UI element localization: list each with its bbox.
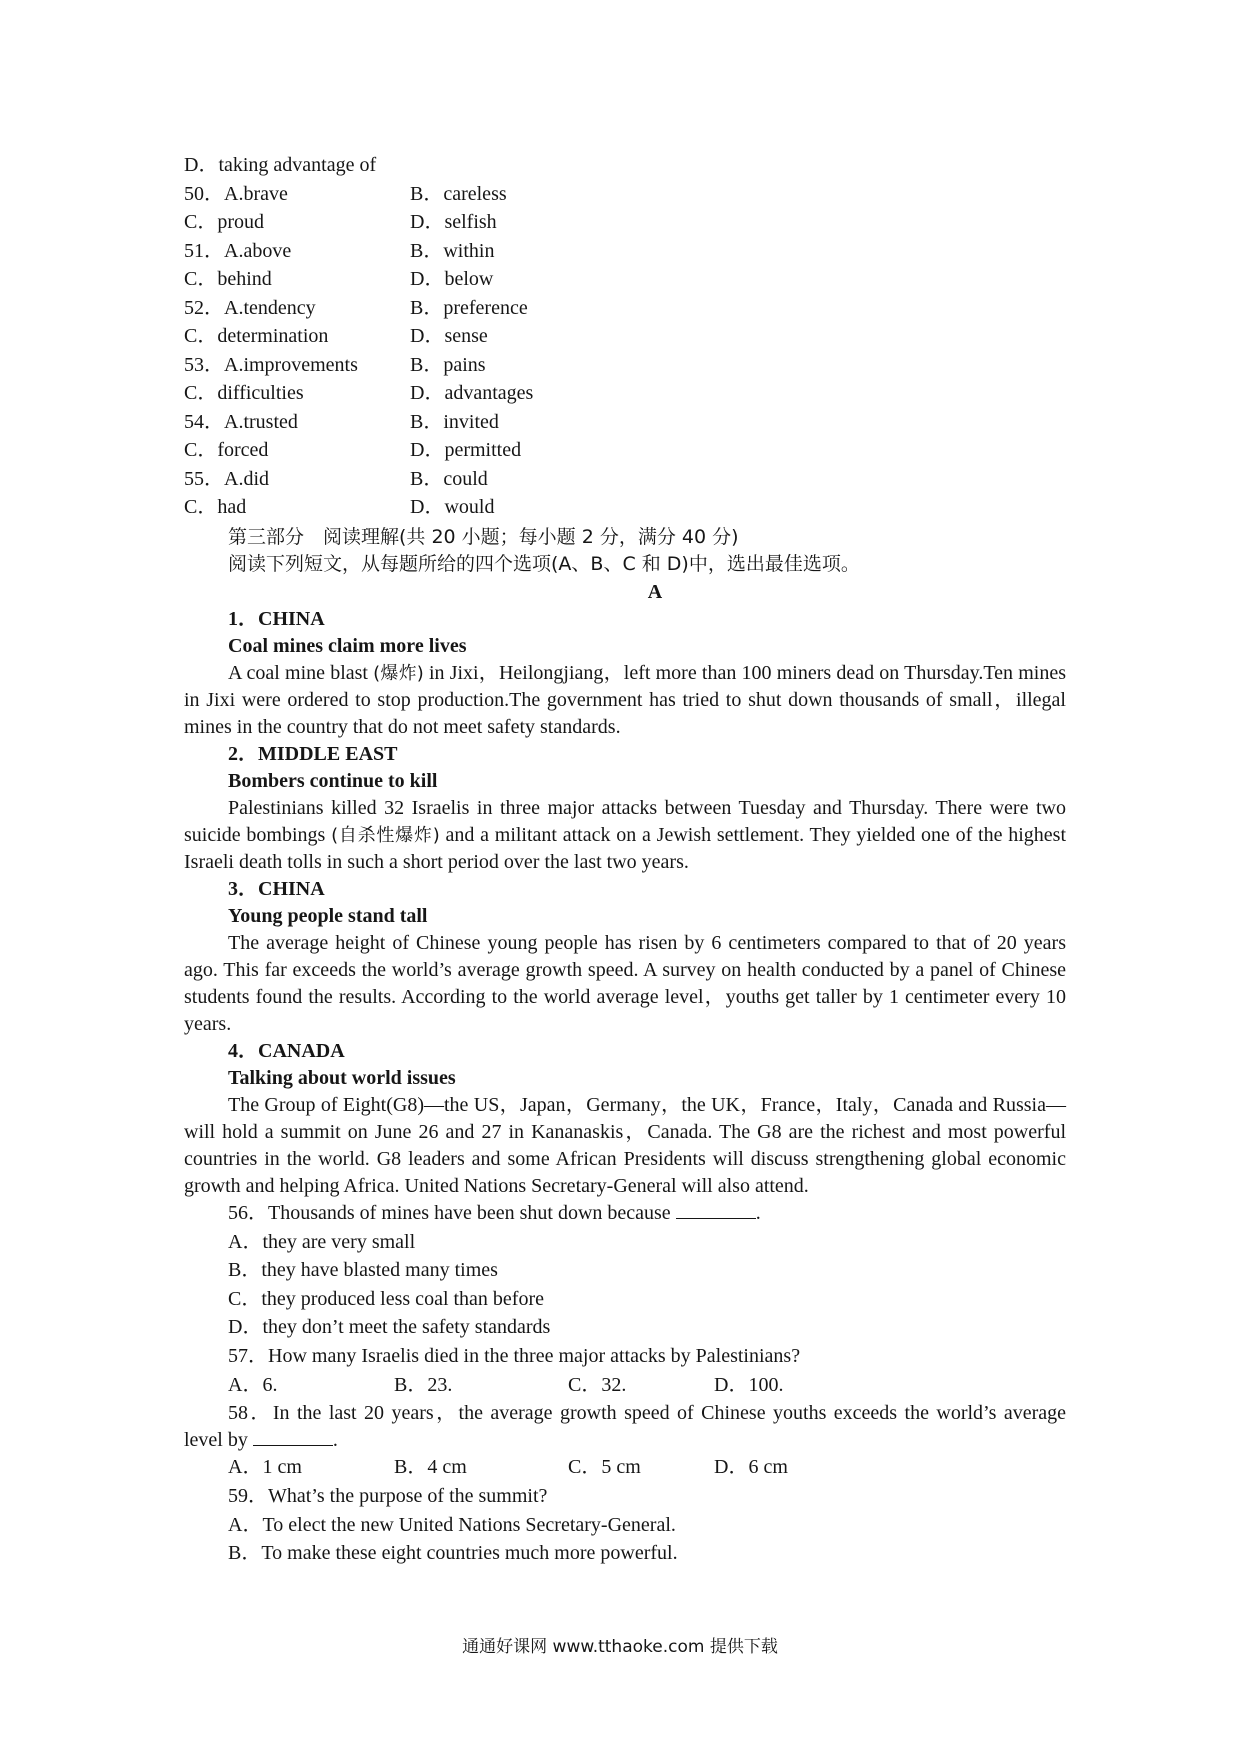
question-59-stem: 59．What’s the purpose of the summit? [228,1484,548,1507]
option-right: D．permitted [410,439,522,461]
stem-end: . [755,1201,761,1224]
news-item-paragraph: The Group of Eight(G8)—the US，Japan，Germany，the UK，France，Italy，Canada and Russia—will hold a summit on June 26 and 27 in Kananaskis，Canada. The G8 are the richest and most powerful countries in the world. G8 leaders and some African Presidents will discuss strengthening global economic growth and helping Africa. United Nations Secretary-General will also attend. [184,1093,1066,1197]
question-58 [184,1400,1066,1454]
page-footer: 通通好课网 www.tthaoke.com 提供下载 [462,1637,778,1657]
paragraph-text: in Jixi，Heilongjiang，left more than 100 miners dead on Thursday.Ten mines in Jixi were ordered to stop production.The government has tried to shut down thousands of small，illegal mines in the country that do not meet safety standards. [184,661,1066,738]
question-option: B．4 cm [394,1456,467,1478]
question-option: B．To make these eight countries much more powerful. [228,1542,678,1564]
option-row [184,466,1066,495]
question-option: B．they have blasted many times [228,1259,498,1281]
news-item-paragraph [184,795,1066,876]
option-right: B．could [410,467,488,490]
option-left: C．forced [184,439,269,461]
option-right: B．pains [410,353,486,376]
option-left: C．determination [184,325,329,347]
question-option: D．100. [714,1373,784,1396]
question-option: B．23. [394,1373,453,1396]
option-row [184,238,1066,267]
option-row [184,437,1066,466]
cloze-options-block [184,181,1066,523]
question-option: C．they produced less coal than before [228,1287,545,1310]
answer-blank [676,1200,756,1219]
option-left: 55．A.did [184,467,269,490]
news-item-heading: 1．CHINA [228,607,325,630]
option-right: D．below [410,268,494,290]
question-option: A．6. [228,1373,278,1396]
passage-part-letter: A [647,580,663,603]
option-right: D．would [410,496,495,518]
option-left: C．had [184,496,247,518]
news-item-title: Coal mines claim more lives [228,634,467,657]
option-row [184,181,1066,210]
news-item-title: Young people stand tall [228,904,428,927]
question-option: A．To elect the new United Nations Secretary-General. [228,1513,676,1536]
option-row [184,409,1066,438]
question-option: A．1 cm [228,1456,302,1478]
option-left: C．difficulties [184,382,304,404]
option-row [184,380,1066,409]
option-left: 53．A.improvements [184,353,358,376]
option-right: B．preference [410,296,528,319]
question-option: A．they are very small [228,1230,416,1253]
option-right: D．selfish [410,211,497,233]
question-option: C．5 cm [568,1456,641,1478]
stem-end: . [332,1429,338,1451]
option-row [184,494,1066,523]
question-options-row [184,1454,1066,1483]
news-item-paragraph [184,660,1066,741]
news-item-heading: 2．MIDDLE EAST [228,742,398,765]
option-right: B．careless [410,182,507,205]
paragraph-text: A coal mine blast [228,661,374,684]
question-stem: 56．Thousands of mines have been shut down because [228,1201,671,1224]
option-row [184,295,1066,324]
option-right: D．sense [410,325,488,347]
chinese-gloss: (自杀性爆炸) [331,824,440,846]
paragraph-text: and a militant attack on a Jewish settlement. They yielded one of the highest Israeli death tolls in such a short period over the last two years. [184,823,1067,873]
option-right: B．invited [410,410,499,433]
option-row [184,323,1066,352]
section-heading: 第三部分 阅读理解(共 20 小题；每小题 2 分，满分 40 分) [228,525,739,548]
exam-text-column [184,152,1066,1569]
option-right: B．within [410,239,495,262]
option-right: D．advantages [410,382,534,404]
news-item-paragraph: The average height of Chinese young people has risen by 6 centimeters compared to that of 20 years ago. This far exceeds the world’s average growth speed. A survey on health conducted by a panel of Chinese students found the results. According to the world average level，youths get taller by 1 centimeter every 10 years. [184,931,1066,1035]
question-option: D．they don’t meet the safety standards [228,1316,551,1338]
option-row [184,352,1066,381]
news-item-heading: 3．CHINA [228,877,325,900]
question-57-stem: 57．How many Israelis died in the three major attacks by Palestinians? [228,1344,801,1367]
news-item-title: Bombers continue to kill [228,769,438,792]
option-left: 52．A.tendency [184,296,316,319]
news-item-title: Talking about world issues [228,1066,456,1089]
section-instruction: 阅读下列短文，从每题所给的四个选项(A、B、C 和 D)中，选出最佳选项。 [228,552,860,575]
question-options-row [184,1372,1066,1401]
paragraph-text: Palestinians killed 32 Israelis in three major attacks between Tuesday and Thursday. There were two suicide bombings [184,796,1066,846]
chinese-gloss: (爆炸) [373,662,424,684]
option-left: C．proud [184,211,264,233]
option-line: D．taking advantage of [184,154,377,176]
option-row [184,209,1066,238]
news-item-heading: 4．CANADA [228,1039,345,1062]
option-left: C．behind [184,268,272,290]
question-option: D．6 cm [714,1456,788,1478]
question-56 [184,1200,1066,1229]
question-stem: 58．In the last 20 years，the average growth speed of Chinese youths exceeds the world’s average level by [184,1402,1066,1451]
answer-blank [253,1427,333,1446]
option-left: 51．A.above [184,239,292,262]
option-row [184,266,1066,295]
option-left: 50．A.brave [184,182,288,205]
question-option: C．32. [568,1373,627,1396]
option-left: 54．A.trusted [184,410,298,433]
